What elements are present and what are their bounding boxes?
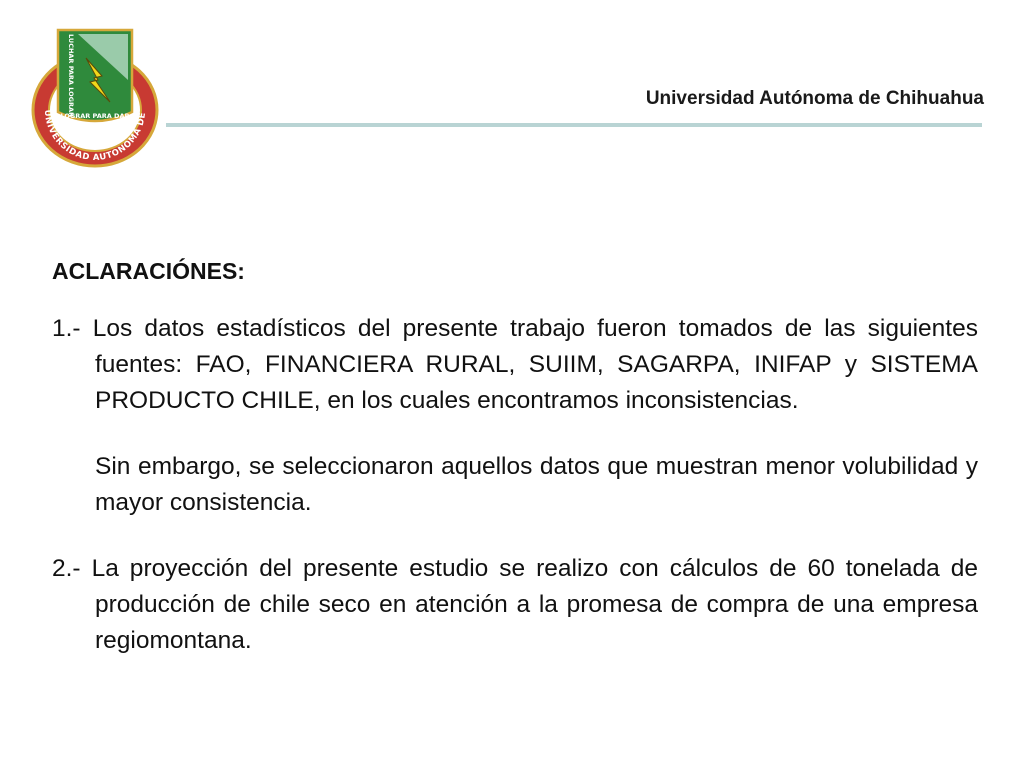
seal-ring-text: UNIVERSIDAD AUTONOMA DE: [41, 109, 149, 164]
slide-content: [52, 252, 978, 689]
header-title: Universidad Autónoma de Chihuahua: [645, 88, 984, 109]
header-divider: [166, 123, 982, 127]
clarification-item-2: 2.- La proyección del presente estudio se realizo con cálculos de 60 tonelada de producción de chile seco en atención a la promesa de compra de una empresa regiomontana.: [52, 555, 978, 654]
clarification-item-1-note: Sin embargo, se seleccionaron aquellos datos que muestran menor volubilidad y mayor consistencia.: [95, 453, 978, 516]
clarification-item-1: 1.- Los datos estadísticos del presente trabajo fueron tomados de las siguientes fuentes: FAO, FINANCIERA RURAL, SUIIM, SAGARPA, INIFAP y SISTEMA PRODUCTO CHILE, en los cuales encontramos inconsistencias.: [52, 315, 978, 414]
university-seal-icon: [28, 22, 162, 168]
seal-motto-vertical: LUCHAR PARA LOGRAR: [67, 34, 75, 118]
section-heading: ACLARACIÓNES:: [52, 258, 245, 284]
seal-motto-bottom: LOGRAR PARA DAR: [60, 112, 130, 120]
